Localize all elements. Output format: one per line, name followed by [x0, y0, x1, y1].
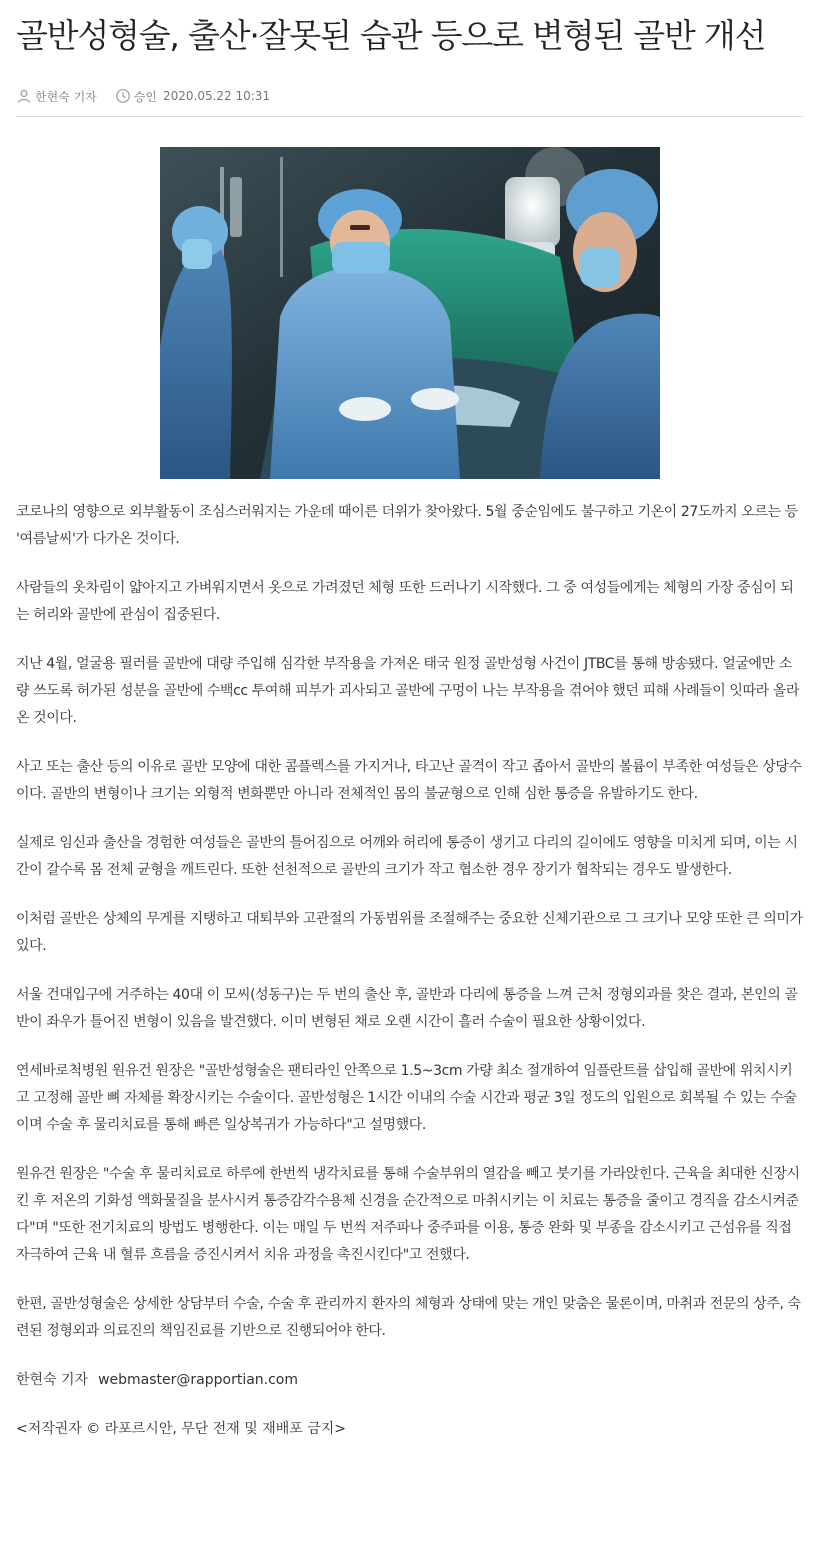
paragraph: 이처럼 골반은 상체의 무게를 지탱하고 대퇴부와 고관절의 가동범위를 조절해주는 중요한 신체기관으로 그 크기나 모양 또한 큰 의미가 있다.	[16, 911, 803, 954]
paragraph: 사람들의 옷차림이 얇아지고 가벼워지면서 옷으로 가려졌던 체형 또한 드러나기 시작했다. 그 중 여성들에게는 체형의 가장 중심이 되는 허리와 골반에 관심이 집중된다.	[16, 580, 794, 623]
paragraph: 서울 건대입구에 거주하는 40대 이 모씨(성동구)는 두 번의 출산 후, 골반과 다리에 통증을 느껴 근처 정형외과를 찾은 결과, 본인의 골반이 좌우가 틀어진 변형이 있음을 발견했다. 이미 변형된 채로 오랜 시간이 흘러 수술이 필요한 상황이었다.	[16, 987, 798, 1030]
clock-icon	[115, 88, 131, 104]
byline-email[interactable]: webmaster@rapportian.com	[98, 1372, 299, 1388]
person-icon	[16, 88, 32, 104]
paragraph: 지난 4월, 얼굴용 필러를 골반에 대량 주입해 심각한 부작용을 가져온 태국 원정 골반성형 사건이 JTBC를 통해 방송됐다. 얼굴에만 소량 쓰도록 허가된 성분을 골반에 수백cc 투여해 피부가 괴사되고 골반에 구멍이 나는 부작용을 겪어야 했던 피해 사례들이 잇따라 올라온 것이다.	[16, 656, 800, 726]
paragraph: 코로나의 영향으로 외부활동이 조심스러워지는 가운데 때이른 더위가 찾아왔다. 5월 중순임에도 불구하고 기온이 27도까지 오르는 등 '여름날씨'가 다가온 것이다.	[16, 504, 798, 547]
paragraph: 실제로 임신과 출산을 경험한 여성들은 골반의 틀어짐으로 어깨와 허리에 통증이 생기고 다리의 길이에도 영향을 미치게 되며, 이는 시간이 갈수록 몸 전체 균형을 깨트린다. 또한 선천적으로 골반의 크기가 작고 협소한 경우 장기가 협착되는 경우도 발생한다.	[16, 835, 798, 878]
article-body	[16, 499, 804, 1443]
surgery-photo	[160, 147, 660, 479]
byline	[16, 1367, 804, 1394]
approved-time: 2020.05.22 10:31	[162, 89, 271, 103]
approved-label: 승인	[133, 89, 157, 104]
paragraph: 한편, 골반성형술은 상세한 상담부터 수술, 수술 후 관리까지 환자의 체형과 상태에 맞는 개인 맞춤은 물론이며, 마취과 전문의 상주, 숙련된 정형외과 의료진의 책임진료를 기반으로 진행되어야 한다.	[16, 1296, 801, 1339]
copyright-notice: <저작권자 © 라포르시안, 무단 전재 및 재배포 금지>	[16, 1421, 347, 1437]
header-divider	[16, 116, 804, 117]
article-title: 골반성형술, 출산·잘못된 습관 등으로 변형된 골반 개선	[16, 16, 766, 55]
author-name: 한현숙 기자	[35, 89, 97, 104]
paragraph: 사고 또는 출산 등의 이유로 골반 모양에 대한 콤플렉스를 가지거나, 타고난 골격이 작고 좁아서 골반의 볼륨이 부족한 여성들은 상당수이다. 골반의 변형이나 크기는 외형적 변화뿐만 아니라 전체적인 몸의 불균형으로 인해 심한 통증을 유발하기도 한다.	[16, 759, 802, 802]
paragraph: 연세바로척병원 원유건 원장은 "골반성형술은 팬티라인 안쪽으로 1.5~3cm 가량 최소 절개하여 임플란트를 삽입해 골반에 위치시키고 고정해 골반 뼈 자체를 확장시키는 수술이다. 골반성형은 1시간 이내의 수술 시간과 평균 3일 정도의 입원으로 회복될 수 있는 수술이며 수술 후 물리치료를 통해 빠른 일상복귀가 가능하다"고 설명했다.	[16, 1063, 797, 1133]
byline-name: 한현숙 기자	[16, 1372, 89, 1388]
article-meta	[16, 84, 804, 108]
paragraph: 원유건 원장은 "수술 후 물리치료로 하루에 한번씩 냉각치료를 통해 수술부위의 열감을 빼고 붓기를 가라앉힌다. 근육을 최대한 신장시킨 후 저온의 기화성 액화물질을 분사시켜 통증감각수용체 신경을 순간적으로 마취시키는 이 치료는 통증을 줄이고 경직을 감소시켜준다"며 "또한 전기치료의 방법도 병행한다. 이는 매일 두 번씩 저주파나 중주파를 이용, 통증 완화 및 부종을 감소시키고 근섬유를 직접 자극하여 근육 내 혈류 흐름을 증진시켜서 치유 과정을 촉진시킨다"고 전했다.	[16, 1166, 800, 1263]
